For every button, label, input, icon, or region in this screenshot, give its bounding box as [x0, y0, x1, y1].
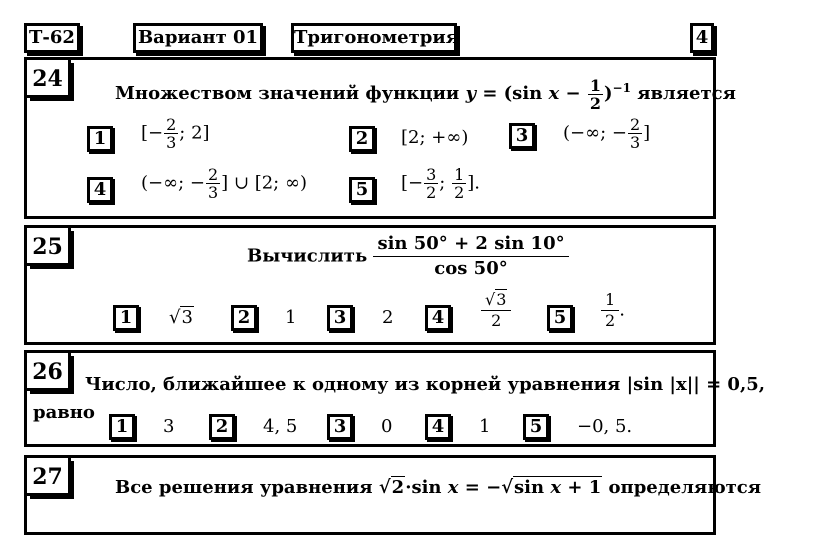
question-number: 24: [27, 60, 71, 98]
option-box-5[interactable]: 5: [523, 414, 549, 440]
question-25: [24, 225, 716, 345]
answer-5: [− $\frac{3}{2}$ ; $\frac{1}{2}$ ].: [401, 165, 481, 202]
answer-1: √3: [169, 307, 193, 328]
answer-3: 2: [382, 307, 394, 328]
answer-3: 0: [381, 416, 393, 437]
topic-label: Тригонометрия: [291, 23, 457, 53]
question-24: [24, 57, 736, 219]
question-number: 25: [27, 228, 71, 266]
option-box-1[interactable]: 1: [87, 126, 113, 152]
question-text: Вычислить $\frac{\sin 50^\circ + 2 \sin 10^\circ}{\cos 50^\circ}$: [247, 232, 569, 281]
option-box-3[interactable]: 3: [327, 305, 353, 331]
option-box-1[interactable]: 1: [113, 305, 139, 331]
question-text: Число, ближайшее к одному из корней уравнения |sin |x|| = 0,5,: [85, 374, 766, 395]
answer-1: [− $\frac{2}{3}$ ; 2]: [141, 115, 210, 152]
answer-2: [2; +∞): [401, 127, 469, 148]
option-box-4[interactable]: 4: [87, 177, 113, 203]
option-box-3[interactable]: 3: [327, 414, 353, 440]
question-number: 27: [27, 458, 71, 496]
answer-5: $\frac{1}{2}$ .: [601, 290, 625, 331]
option-box-2[interactable]: 2: [209, 414, 235, 440]
page-number: 4: [690, 23, 714, 53]
answer-3: (−∞; − $\frac{2}{3}$ ]: [563, 115, 651, 152]
question-number: 26: [27, 353, 71, 391]
option-box-2[interactable]: 2: [349, 126, 375, 152]
option-box-5[interactable]: 5: [349, 177, 375, 203]
test-code: Т-62: [24, 23, 80, 53]
answer-2: 1: [285, 307, 297, 328]
answer-4: $\frac{√3}{2}$: [481, 290, 511, 331]
question-26: [24, 350, 766, 447]
answer-4: 1: [479, 416, 491, 437]
option-box-2[interactable]: 2: [231, 305, 257, 331]
option-box-3[interactable]: 3: [509, 123, 535, 149]
question-text: Все решения уравнения √2·sin x = −√sin x + 1 определяются: [115, 477, 762, 498]
option-box-4[interactable]: 4: [425, 414, 451, 440]
answer-4: (−∞; − $\frac{2}{3}$ ] ∪ [2; ∞): [141, 165, 307, 202]
answer-2: 4, 5: [263, 416, 298, 437]
option-box-5[interactable]: 5: [547, 305, 573, 331]
question-text: Множеством значений функции y = (sin x − $\frac{1}{2}$ )$^{-1}$ является: [115, 75, 736, 113]
variant-label: Вариант 01: [133, 23, 263, 53]
answer-1: 3: [163, 416, 175, 437]
option-box-4[interactable]: 4: [425, 305, 451, 331]
option-box-1[interactable]: 1: [109, 414, 135, 440]
question-27: [24, 455, 762, 535]
question-text-cont: равно: [33, 402, 95, 423]
answer-5: −0, 5.: [577, 416, 633, 437]
